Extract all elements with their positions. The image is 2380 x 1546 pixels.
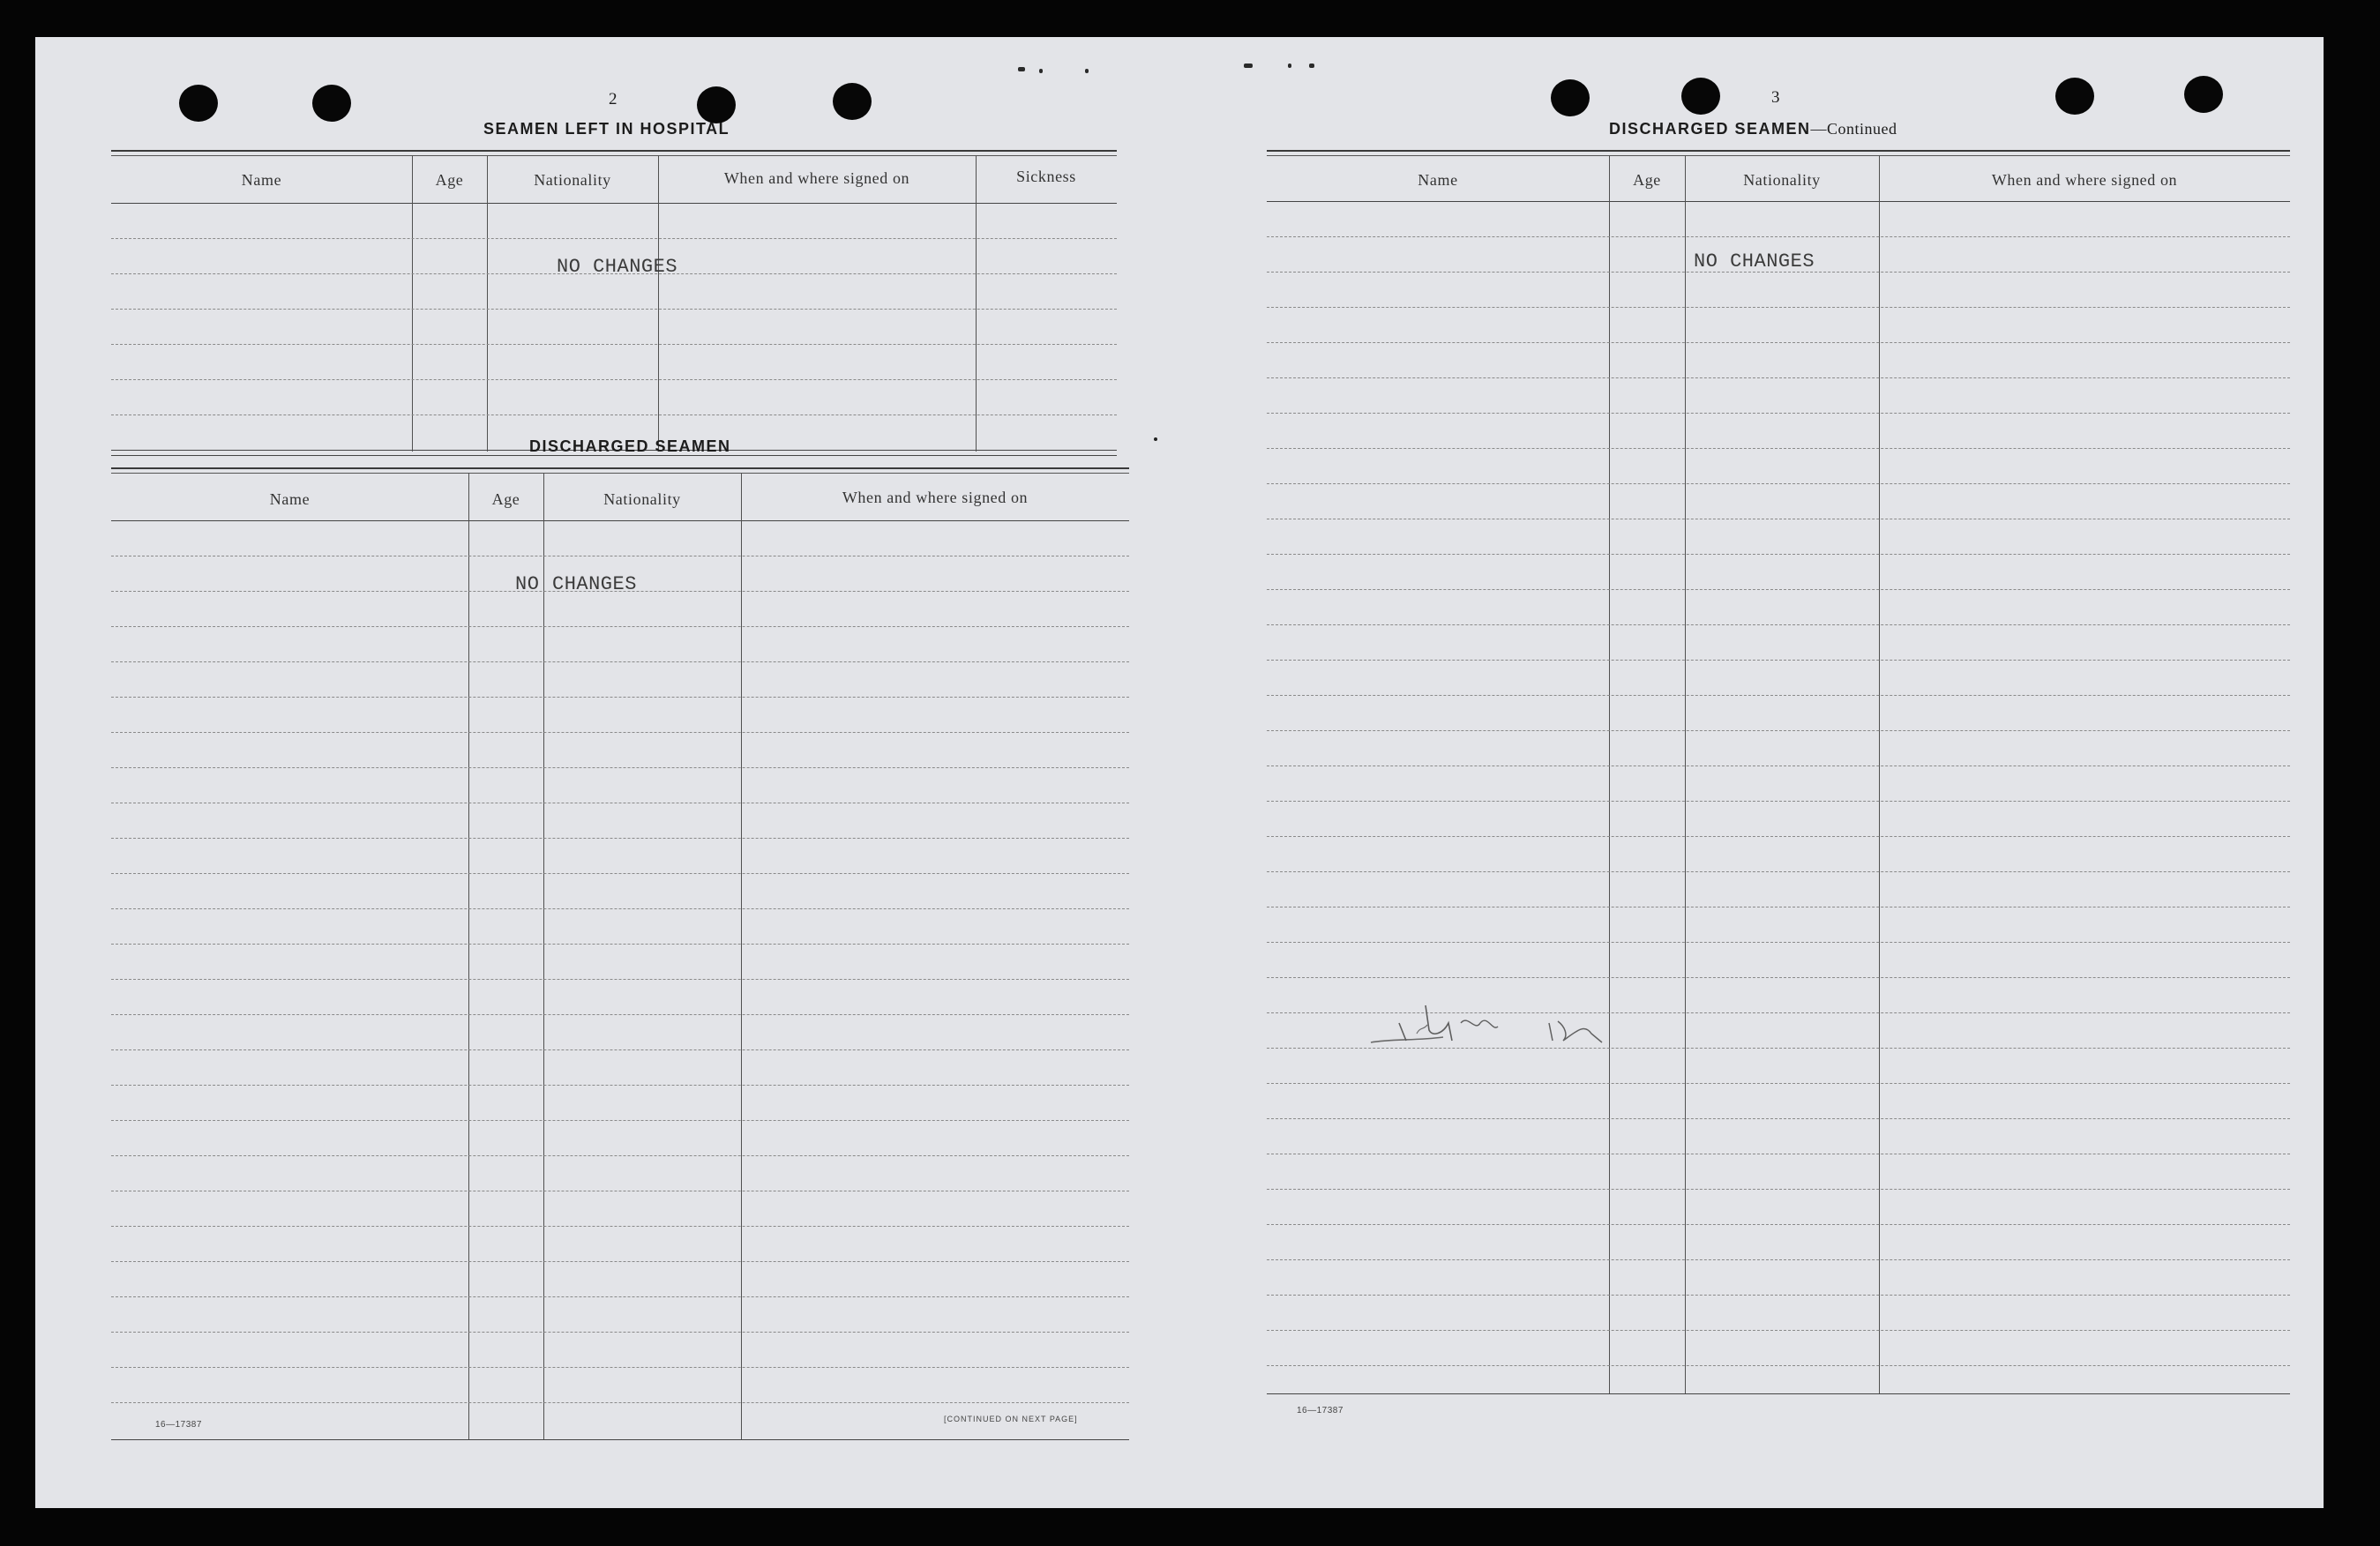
entry-line — [1267, 236, 2290, 237]
section-title-discharged-continued — [1609, 120, 1897, 138]
binding-mark — [1085, 69, 1089, 73]
entry-line — [111, 979, 1129, 980]
column-divider — [543, 473, 544, 1439]
column-divider — [468, 473, 469, 1439]
entry-line — [111, 1402, 1129, 1403]
column-header-signed-on: When and where signed on — [842, 489, 1029, 506]
column-header-name: Name — [269, 490, 311, 508]
entry-line — [1267, 1083, 2290, 1084]
punch-hole — [1681, 78, 1720, 115]
punch-hole — [833, 83, 872, 120]
binding-mark — [1018, 67, 1025, 71]
column-header-name: Name — [1418, 171, 1458, 189]
entry-line — [111, 1296, 1129, 1297]
top-rule — [111, 473, 1129, 474]
entry-line — [1267, 624, 2290, 625]
top-rule — [111, 150, 1117, 152]
entry-line — [1267, 977, 2290, 978]
entry-line — [1267, 342, 2290, 343]
punch-hole — [2055, 78, 2094, 115]
entry-line — [111, 732, 1129, 733]
column-header-sickness: Sickness — [1016, 168, 1076, 185]
top-rule — [111, 155, 1117, 156]
entry-line — [111, 908, 1129, 909]
column-divider — [412, 155, 413, 452]
entry-line — [111, 944, 1129, 945]
form-code: 16—17387 — [155, 1420, 202, 1430]
binding-mark — [1288, 63, 1291, 68]
entry-line — [1267, 554, 2290, 555]
column-header-age: Age — [435, 171, 464, 189]
header-rule — [1267, 201, 2290, 202]
top-rule — [111, 467, 1129, 469]
column-header-age: Age — [1633, 171, 1661, 189]
entry-line — [1267, 483, 2290, 484]
entry-line — [111, 1014, 1129, 1015]
top-rule — [1267, 150, 2290, 152]
punch-hole — [697, 86, 736, 123]
form-code: 16—17387 — [1297, 1406, 1343, 1415]
header-rule — [111, 520, 1129, 521]
entry-line — [1267, 942, 2290, 943]
section-title-continued: —Continued — [1810, 120, 1897, 138]
binding-mark — [1244, 63, 1253, 68]
entry-line — [111, 838, 1129, 839]
entry-line — [111, 1049, 1129, 1050]
entry-line — [111, 1367, 1129, 1368]
entry-line — [111, 1155, 1129, 1156]
entry-line — [1267, 695, 2290, 696]
stamp-no: NO — [515, 573, 540, 595]
entry-line — [1267, 836, 2290, 837]
column-divider — [1685, 155, 1686, 1393]
header-rule — [111, 203, 1117, 204]
entry-line — [111, 767, 1129, 768]
entry-line — [111, 309, 1117, 310]
entry-line — [1267, 589, 2290, 590]
column-divider — [976, 155, 977, 452]
column-divider — [487, 155, 488, 452]
column-header-name: Name — [241, 171, 282, 189]
entry-line — [1267, 660, 2290, 661]
handwritten-signature — [1364, 988, 1664, 1067]
entry-line — [111, 344, 1117, 345]
entry-line — [1267, 307, 2290, 308]
no-changes-stamp: NO CHANGES — [1694, 250, 1815, 273]
entry-line — [111, 1120, 1129, 1121]
column-header-nationality: Nationality — [603, 490, 681, 508]
punch-hole — [179, 85, 218, 122]
column-header-age: Age — [491, 490, 520, 508]
section-title-text: DISCHARGED SEAMEN — [1609, 120, 1811, 138]
page-number: 2 — [609, 90, 618, 108]
hospital-ledger — [111, 150, 1117, 459]
entry-line — [111, 697, 1129, 698]
entry-line — [1267, 1224, 2290, 1225]
page-number: 3 — [1771, 88, 1781, 107]
bottom-rule — [111, 1439, 1129, 1440]
entry-line — [1267, 1259, 2290, 1260]
column-divider — [741, 473, 742, 1439]
entry-line — [111, 661, 1129, 662]
entry-line — [111, 1332, 1129, 1333]
entry-line — [1267, 1330, 2290, 1331]
entry-line — [1267, 448, 2290, 449]
entry-line — [111, 1261, 1129, 1262]
punch-hole — [2184, 76, 2223, 113]
punch-hole — [312, 85, 351, 122]
top-rule — [1267, 155, 2290, 156]
entry-line — [1267, 801, 2290, 802]
entry-line — [111, 238, 1117, 239]
column-header-signed-on: When and where signed on — [723, 169, 910, 187]
discharged-ledger-right — [1267, 150, 2290, 1439]
column-header-nationality: Nationality — [1743, 171, 1821, 189]
column-divider — [1609, 155, 1610, 1393]
entry-line — [1267, 871, 2290, 872]
binding-mark — [1039, 69, 1043, 73]
entry-line — [1267, 1295, 2290, 1296]
paper-speck — [1154, 437, 1157, 441]
entry-line — [1267, 1189, 2290, 1190]
no-changes-stamp: NO CHANGES — [557, 256, 678, 278]
punch-hole — [1551, 79, 1590, 116]
stamp-changes: CHANGES — [552, 573, 637, 595]
binding-mark — [1309, 63, 1314, 68]
section-title-hospital: SEAMEN LEFT IN HOSPITAL — [483, 120, 730, 138]
section-title-discharged: DISCHARGED SEAMEN — [529, 437, 731, 455]
column-divider — [1879, 155, 1880, 1393]
column-header-nationality: Nationality — [534, 171, 611, 189]
column-header-signed-on: When and where signed on — [1991, 171, 2178, 189]
entry-line — [1267, 730, 2290, 731]
entry-line — [111, 1085, 1129, 1086]
entry-line — [111, 379, 1117, 380]
discharged-ledger-left — [111, 467, 1129, 1446]
bottom-rule — [1267, 1393, 2290, 1394]
entry-line — [111, 1226, 1129, 1227]
column-divider — [658, 155, 659, 452]
entry-line — [1267, 1118, 2290, 1119]
entry-line — [111, 873, 1129, 874]
entry-line — [1267, 377, 2290, 378]
entry-line — [1267, 413, 2290, 414]
continued-note: [CONTINUED ON NEXT PAGE] — [944, 1415, 1078, 1423]
entry-line — [1267, 1365, 2290, 1366]
manifest-sheet — [35, 37, 2324, 1508]
entry-line — [111, 626, 1129, 627]
